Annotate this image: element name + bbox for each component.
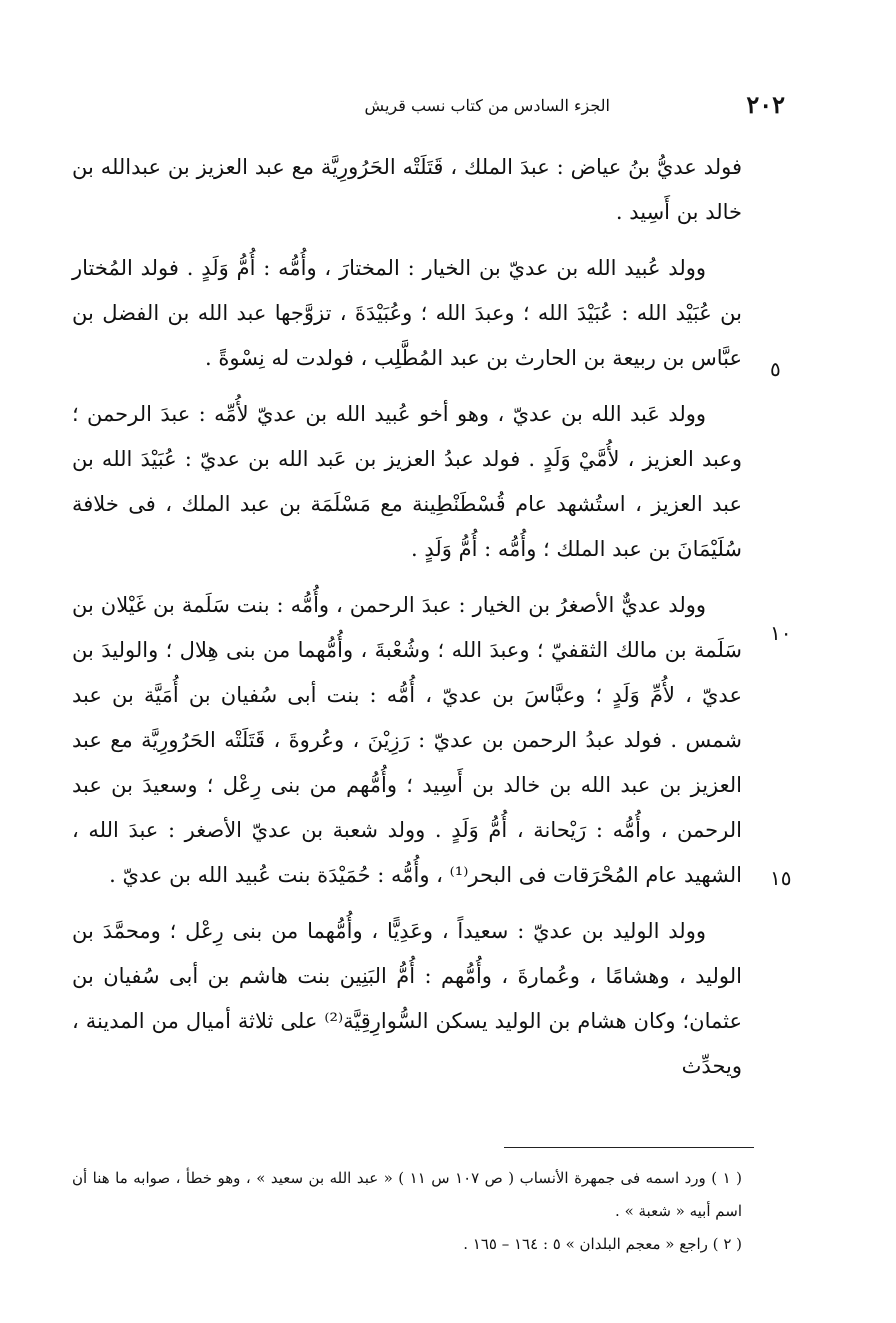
footnote: ( ١ ) ورد اسمه فى جمهرة الأنساب ( ص ١٠٧ س ١١ ) « عبد الله بن سعيد » ، وهو خطأ ، صوابه ما هنا أن اسم أبيه « شعبة » . bbox=[72, 1169, 742, 1220]
paragraph: وولد عَبد الله بن عديّ ، وهو أخو عُبيد الله بن عديّ لأُمِّه : عبدَ الرحمن ؛ وعبد العزيز ، لأُمَّيْ وَلَدٍ . فولد عبدُ العزيز بن عَبد الله بن عديّ : عُبَيْدَ الله بن عبد العزيز ، استُشهد عام قُسْطَنْطِينة مع مَسْلَمَة بن عبد الملك ، فى خلافة سُلَيْمَانَ بن عبد الملك ؛ وأُمُّه : أُمُّ وَلَدٍ . bbox=[72, 402, 742, 561]
footnotes bbox=[72, 1162, 742, 1261]
paragraph: وولد عديٌّ الأصغرُ بن الخيار : عبدَ الرحمن ، وأُمُّه : بنت سَلَمة بن غَيْلان بن سَلَمة بن مالك الثقفيّ ؛ وعبدَ الله ؛ وشُعْبةَ ، وأُمُّهما من بنى هِلال ؛ والوليدَ بن عديّ ، لأُمِّ وَلَدٍ ؛ وعبَّاسَ بن عديّ ، أُمُّه : بنت أبى سُفيان بن أُمَيَّة بن عبد شمس . فولد عبدُ الرحمن بن عديّ : رَزِيْنَ ، وعُروةَ ، قَتَلَتْه الحَرُورِيَّة مع عبد العزيز بن عبد الله بن خالد بن أَسِيد ؛ وأُمُّهم من بنى رِعْل ؛ وسعيدَ بن عبد الرحمن ، وأُمُّه : رَيْحانة ، أُمُّ وَلَدٍ . وولد شعبة بن عديّ الأصغر : عبدَ الله ، الشهيد عام المُحْرَقات فى البحر⁽¹⁾ ، وأُمُّه : حُمَيْدَة بنت عُبيد الله بن عديّ . bbox=[72, 593, 742, 887]
running-title: الجزء السادس من كتاب نسب قريش bbox=[364, 96, 610, 115]
line-marker-10: ١٠ bbox=[770, 621, 792, 645]
paragraph: فولد عديُّ بنُ عياض : عبدَ الملك ، قَتَلَتْه الحَرُورِيَّة مع عبد العزيز بن عبدالله بن خالد بن أَسِيد . bbox=[72, 155, 742, 224]
paragraph: وولد الوليد بن عديّ : سعيداً ، وعَدِيًّا ، وأُمُّهما من بنى رِعْل ؛ ومحمَّدَ بن الوليد ، وهشامًا ، وعُمارةَ ، وأُمُّهم : أُمُّ البَنِين بنت هاشم بن أبى سُفيان بن عثمان؛ وكان هشام بن الوليد يسكن السُّوارِقِيَّة⁽²⁾ على ثلاثة أميال من المدينة ، ويحدِّث bbox=[72, 919, 742, 1078]
line-marker-5: ٥ bbox=[770, 357, 781, 381]
main-text bbox=[72, 145, 742, 1100]
footnote-divider bbox=[504, 1147, 754, 1148]
paragraph: وولد عُبيد الله بن عديّ بن الخيار : المختارَ ، وأُمُّه : أُمُّ وَلَدٍ . فولد المُختار بن عُبَيْد الله : عُبَيْدَ الله ؛ وعبدَ الله ؛ وعُبَيْدَةَ ، تزوَّجها عبد الله بن الفضل بن عبَّاس بن ربيعة بن الحارث بن عبد المُطَّلِب ، فولدت له نِسْوةً . bbox=[72, 256, 742, 370]
footnote: ( ٢ ) راجع « معجم البلدان » ٥ : ١٦٤ – ١٦٥ . bbox=[463, 1235, 742, 1253]
page-number: ٢٠٢ bbox=[746, 90, 785, 119]
line-marker-15: ١٥ bbox=[770, 866, 792, 890]
page-header bbox=[75, 90, 785, 126]
